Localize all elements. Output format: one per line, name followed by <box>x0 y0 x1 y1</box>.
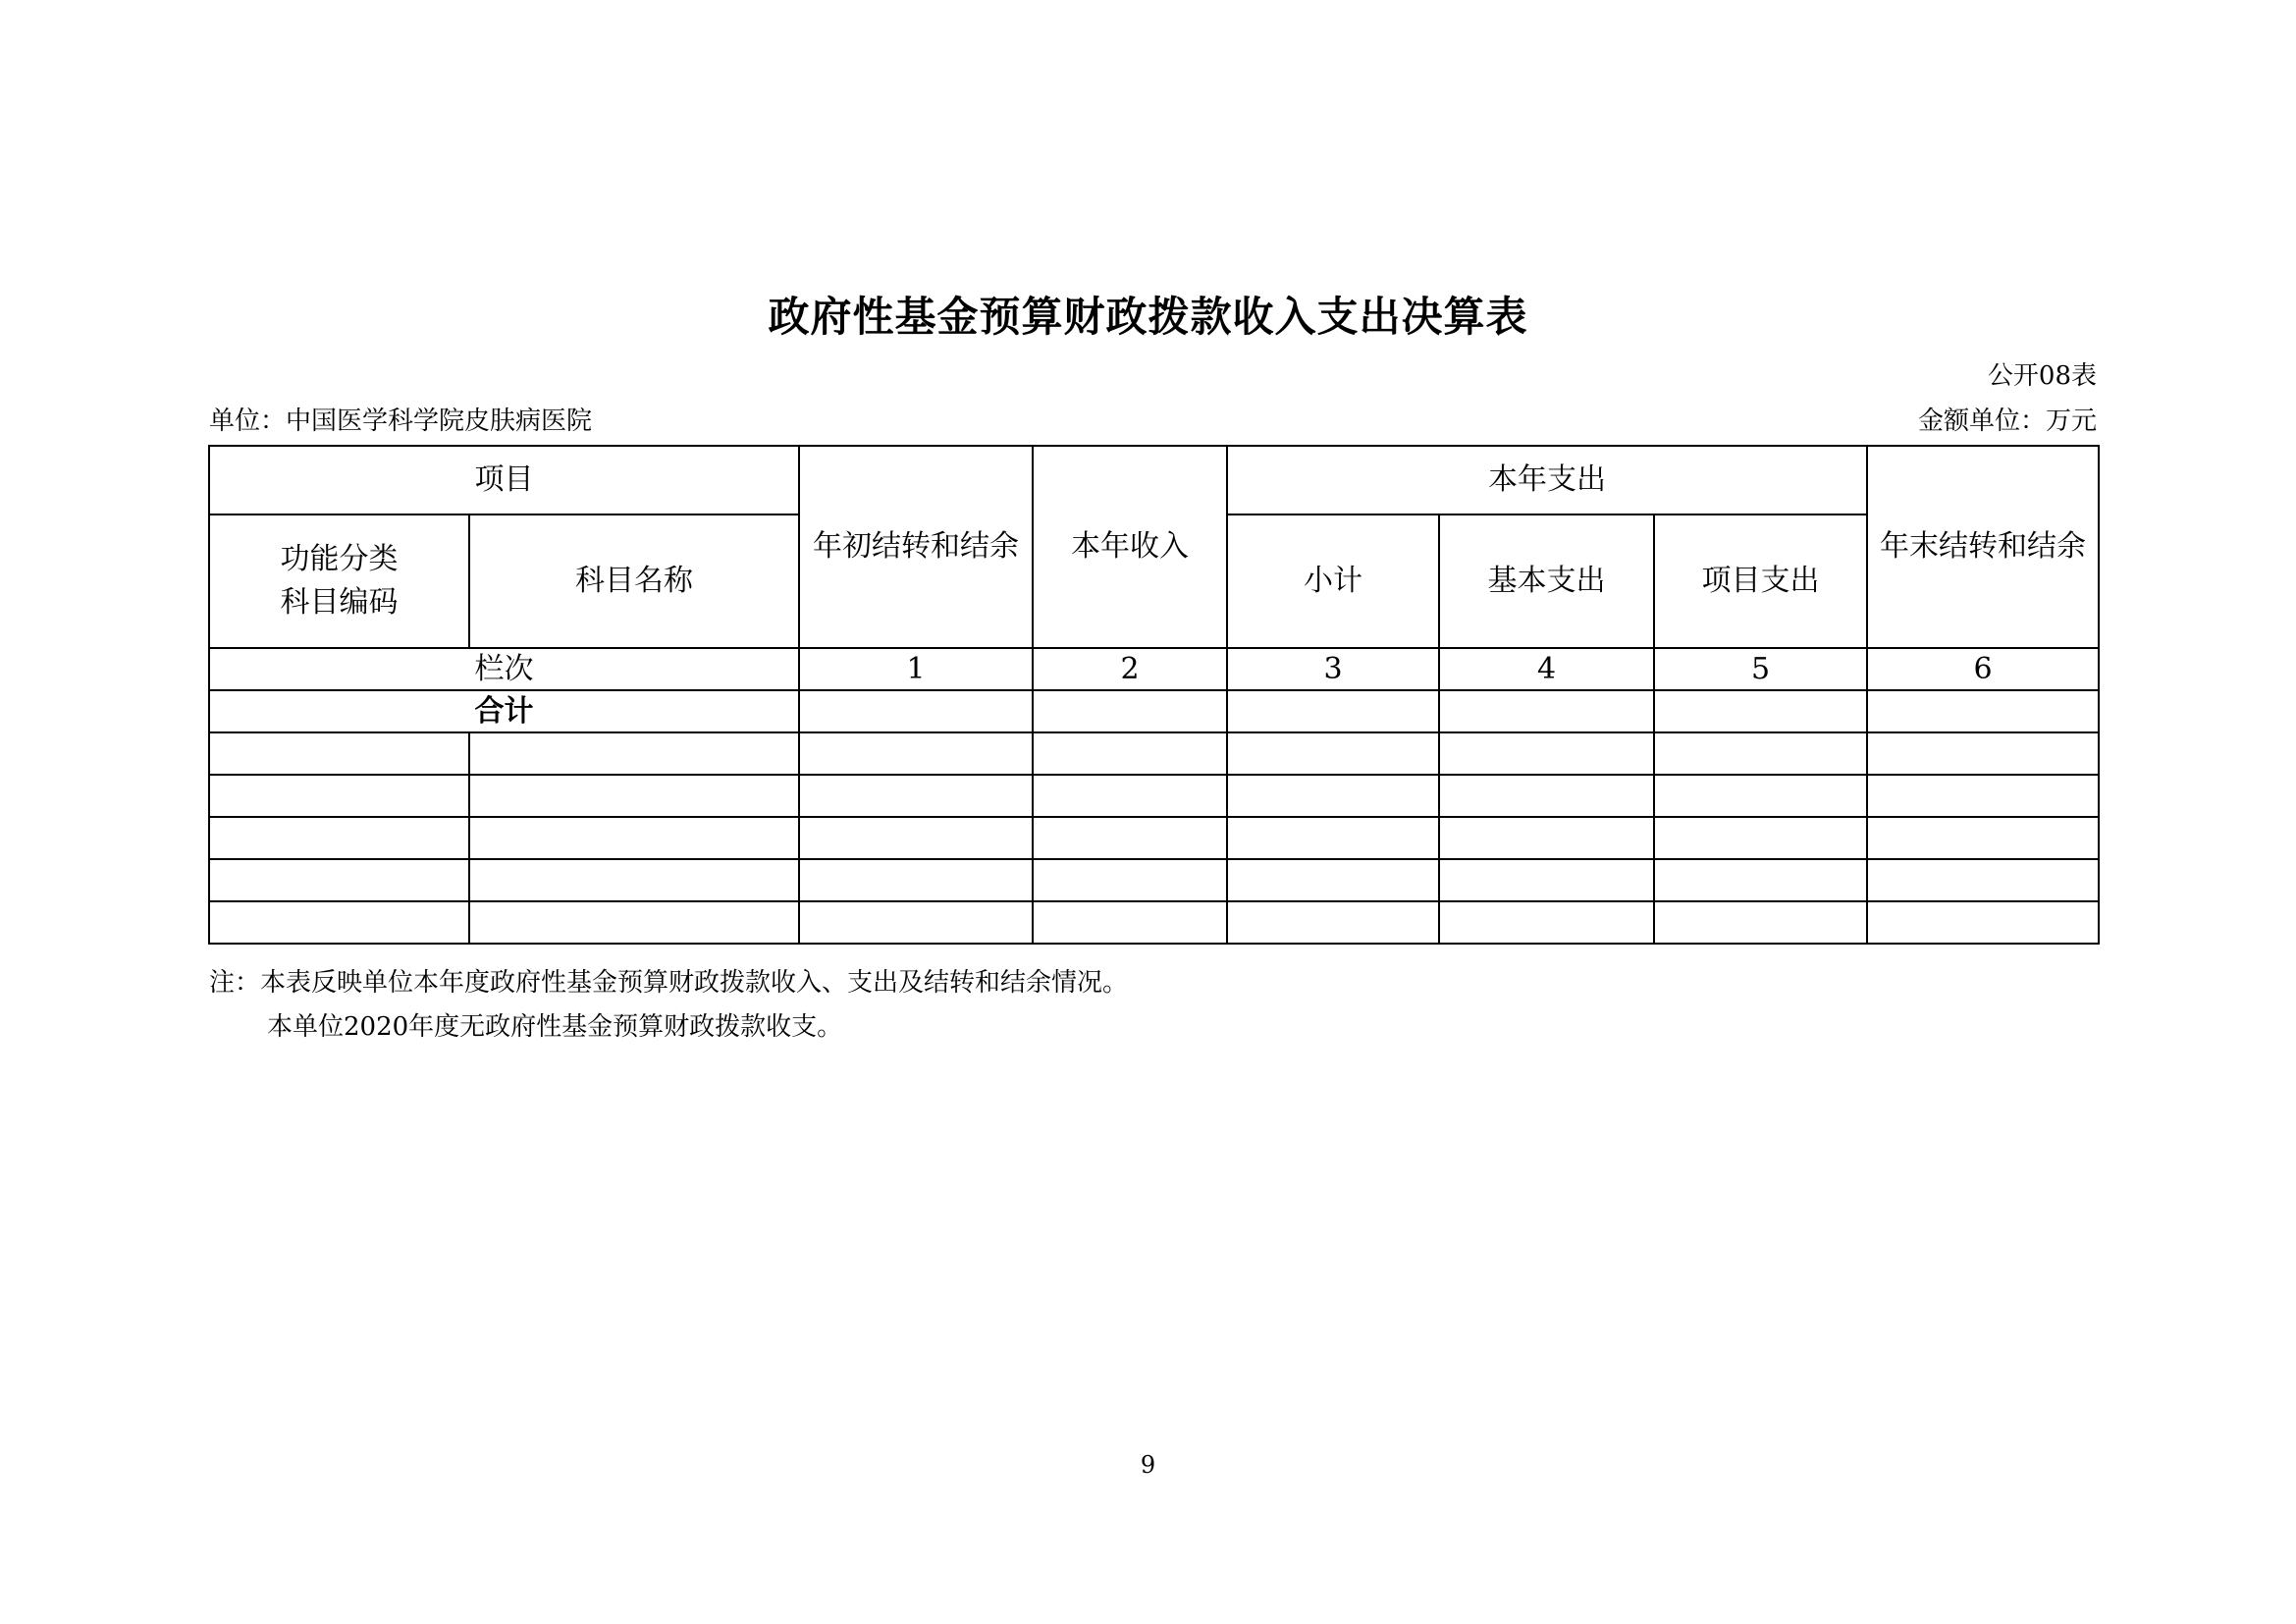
table-row <box>209 859 2099 901</box>
table-row <box>209 901 2099 944</box>
column-number: 5 <box>1654 648 1867 690</box>
table-cell <box>209 859 469 901</box>
column-number-row <box>209 648 2099 690</box>
table-cell <box>799 690 1033 732</box>
page-title: 政府性基金预算财政拨款收入支出决算表 <box>768 293 1528 341</box>
table-cell <box>1654 859 1867 901</box>
table-cell <box>1033 732 1227 775</box>
column-number: 4 <box>1439 648 1654 690</box>
table-cell <box>469 775 799 817</box>
table-cell <box>469 817 799 859</box>
table-cell <box>469 859 799 901</box>
table-cell <box>1439 690 1654 732</box>
page-number: 9 <box>1140 1451 1156 1479</box>
column-number: 3 <box>1227 648 1439 690</box>
table-cell <box>1654 775 1867 817</box>
total-label: 合计 <box>209 690 799 732</box>
table-cell <box>1439 732 1654 775</box>
table-cell <box>1439 901 1654 944</box>
header-begin-balance: 年初结转和结余 <box>799 446 1033 648</box>
header-end-balance: 年末结转和结余 <box>1867 446 2099 648</box>
table-cell <box>1867 732 2099 775</box>
table-cell <box>1033 690 1227 732</box>
table-cell <box>1033 901 1227 944</box>
table-row <box>209 732 2099 775</box>
table-cell <box>1033 775 1227 817</box>
column-number: 6 <box>1867 648 2099 690</box>
table-cell <box>469 732 799 775</box>
header-subject-name: 科目名称 <box>469 514 799 648</box>
column-number: 1 <box>799 648 1033 690</box>
budget-table <box>208 445 2100 945</box>
table-cell <box>1867 901 2099 944</box>
table-cell <box>209 732 469 775</box>
header-income: 本年收入 <box>1033 446 1227 648</box>
table-note: 本单位2020年度无政府性基金预算财政拨款收支。 <box>267 1012 843 1042</box>
header-subtotal: 小计 <box>1227 514 1439 648</box>
table-cell <box>1867 817 2099 859</box>
table-code: 公开08表 <box>1987 361 2097 391</box>
column-label: 栏次 <box>209 648 799 690</box>
table-row <box>209 775 2099 817</box>
table-cell <box>1654 690 1867 732</box>
table-cell <box>1439 775 1654 817</box>
table-cell <box>799 732 1033 775</box>
table-cell <box>1867 690 2099 732</box>
table-cell <box>1439 817 1654 859</box>
table-cell <box>1654 732 1867 775</box>
table-cell <box>469 901 799 944</box>
table-cell <box>1227 775 1439 817</box>
table-cell <box>209 775 469 817</box>
table-cell <box>799 775 1033 817</box>
total-row <box>209 690 2099 732</box>
header-project: 项目 <box>209 446 799 514</box>
header-func-code: 功能分类科目编码 <box>209 514 469 648</box>
table-cell <box>1227 817 1439 859</box>
table-cell <box>1227 690 1439 732</box>
table-cell <box>1439 859 1654 901</box>
table-cell <box>1227 732 1439 775</box>
table-cell <box>1227 901 1439 944</box>
table-cell <box>1654 817 1867 859</box>
table-cell <box>799 901 1033 944</box>
table-cell <box>799 817 1033 859</box>
table-cell <box>799 859 1033 901</box>
amount-unit: 金额单位：万元 <box>1917 406 2097 436</box>
header-expense: 本年支出 <box>1227 446 1867 514</box>
header-row-1 <box>209 446 2099 514</box>
table-row <box>209 817 2099 859</box>
table-cell <box>1033 859 1227 901</box>
table-cell <box>1227 859 1439 901</box>
header-project-exp: 项目支出 <box>1654 514 1867 648</box>
table-cell <box>1654 901 1867 944</box>
table-cell <box>1867 859 2099 901</box>
table-note: 注：本表反映单位本年度政府性基金预算财政拨款收入、支出及结转和结余情况。 <box>209 968 1129 998</box>
header-basic: 基本支出 <box>1439 514 1654 648</box>
table-cell <box>1033 817 1227 859</box>
table-cell <box>1867 775 2099 817</box>
reporting-unit: 单位：中国医学科学院皮肤病医院 <box>209 406 593 436</box>
table-cell <box>209 817 469 859</box>
column-number: 2 <box>1033 648 1227 690</box>
table-cell <box>209 901 469 944</box>
